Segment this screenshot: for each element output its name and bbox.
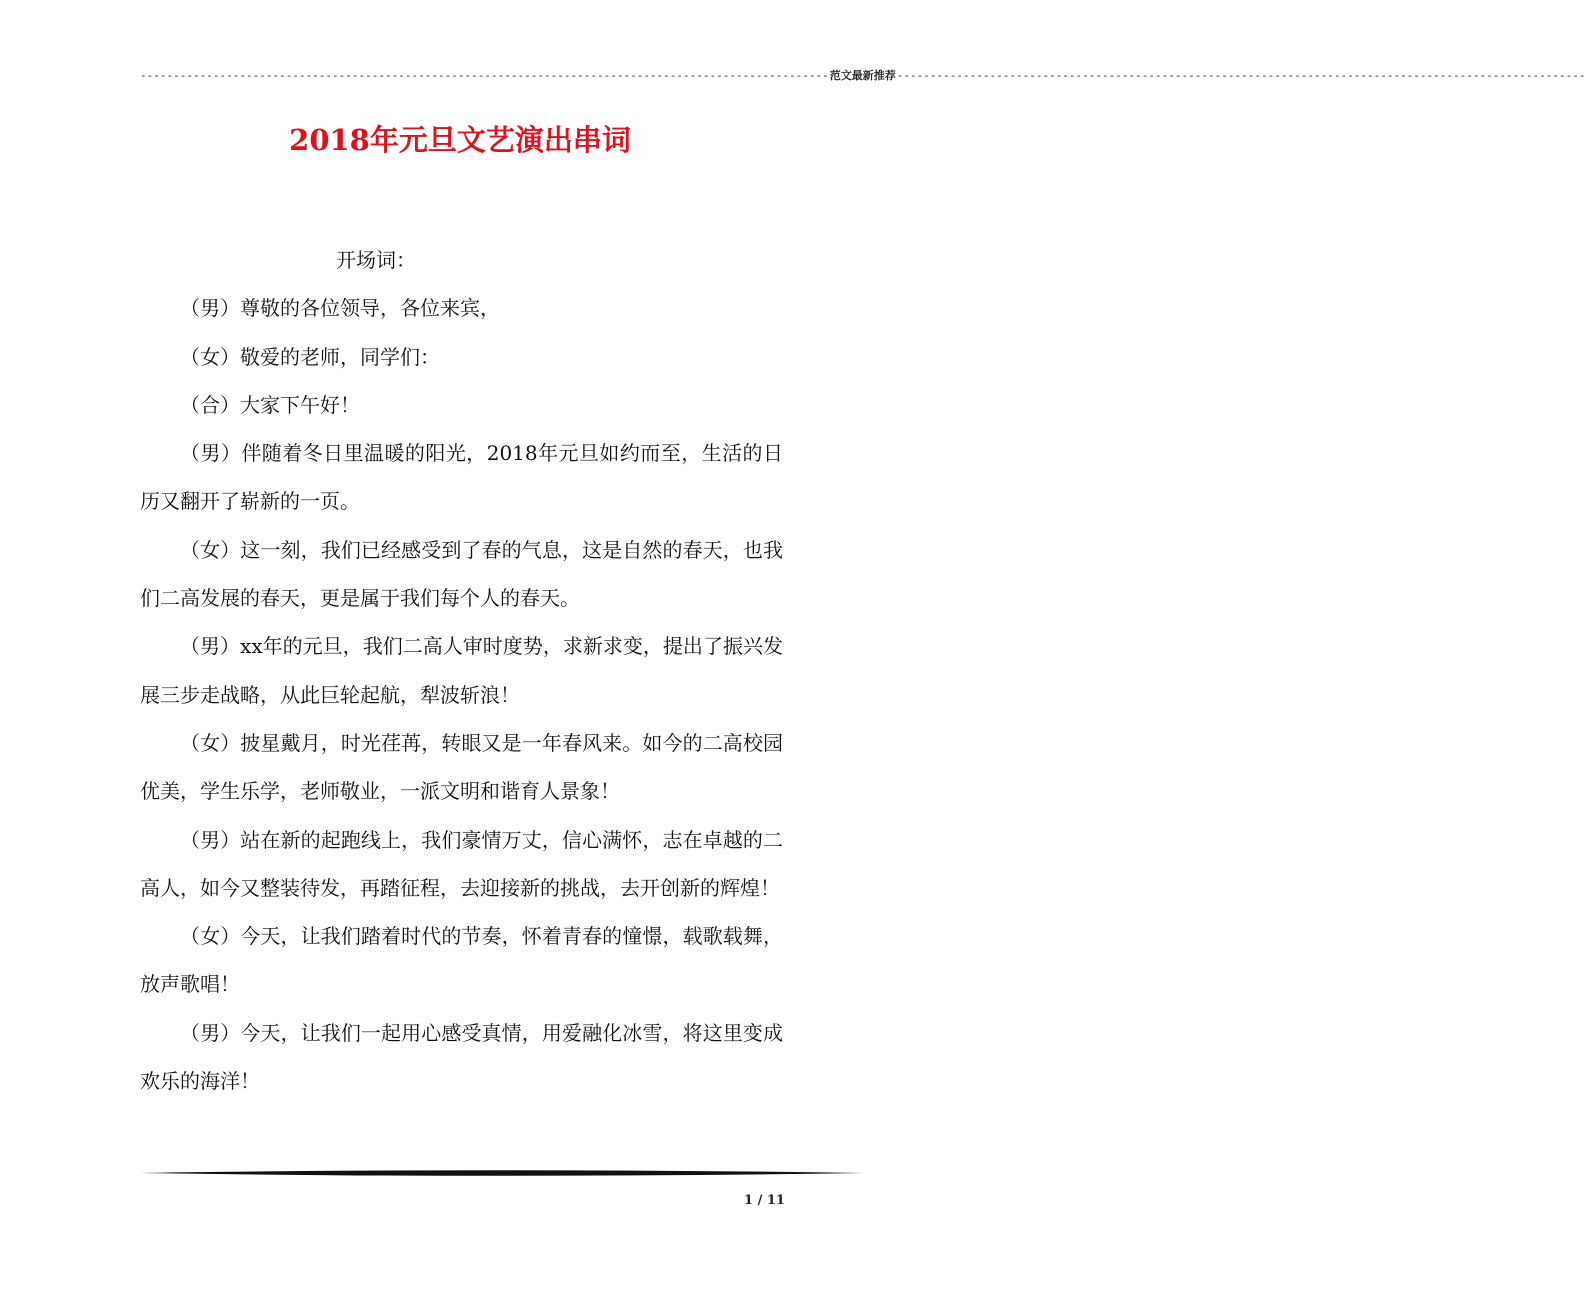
header-label: 范文最新推荐 — [829, 69, 896, 82]
paragraph: （男）尊敬的各位领导，各位来宾， — [180, 296, 500, 321]
page-number: 1 / 11 — [744, 1193, 785, 1208]
document-title: 2018年元旦文艺演出串词 — [289, 123, 631, 157]
header-dashes-right: -------------------------------------------------------------------------------------------------------- — [896, 69, 1586, 82]
paragraph: （合）大家下午好！ — [180, 392, 360, 417]
footer-divider — [140, 1166, 864, 1180]
header-rule — [140, 68, 1586, 84]
paragraph: （男）站在新的起跑线上，我们豪情万丈，信心满怀，志在卓越的二高人，如今又整装待发，再踏征程，去迎接新的挑战，去开创新的辉煌！ — [140, 827, 783, 900]
paragraph: （女）敬爱的老师，同学们： — [180, 344, 440, 369]
paragraph: （男）今天，让我们一起用心感受真情，用爱融化冰雪，将这里变成欢乐的海洋！ — [140, 1020, 783, 1094]
paragraph: （女）今天，让我们踏着时代的节奏，怀着青春的憧憬，载歌载舞，放声歌唱！ — [140, 924, 783, 997]
paragraph: （男）xx年的元旦，我们二高人审时度势，求新求变，提出了振兴发展三步走战略，从此巨轮起航，犁波斩浪！ — [140, 634, 783, 707]
paragraph: （女）披星戴月，时光荏苒，转眼又是一年春风来。如今的二高校园优美，学生乐学，老师敬业，一派文明和谐育人景象！ — [140, 730, 783, 804]
header-dashes-left: -------------------------------------------------------------------------------------------------------- — [140, 69, 829, 82]
paragraph: （男）伴随着冬日里温暖的阳光，2018年元旦如约而至，生活的日历又翻开了崭新的一页。 — [140, 441, 783, 514]
opening-heading: 开场词： — [336, 248, 416, 272]
paragraph: （女）这一刻，我们已经感受到了春的气息，这是自然的春天，也我们二高发展的春天，更是属于我们每个人的春天。 — [140, 537, 783, 611]
document-body — [140, 236, 783, 1105]
